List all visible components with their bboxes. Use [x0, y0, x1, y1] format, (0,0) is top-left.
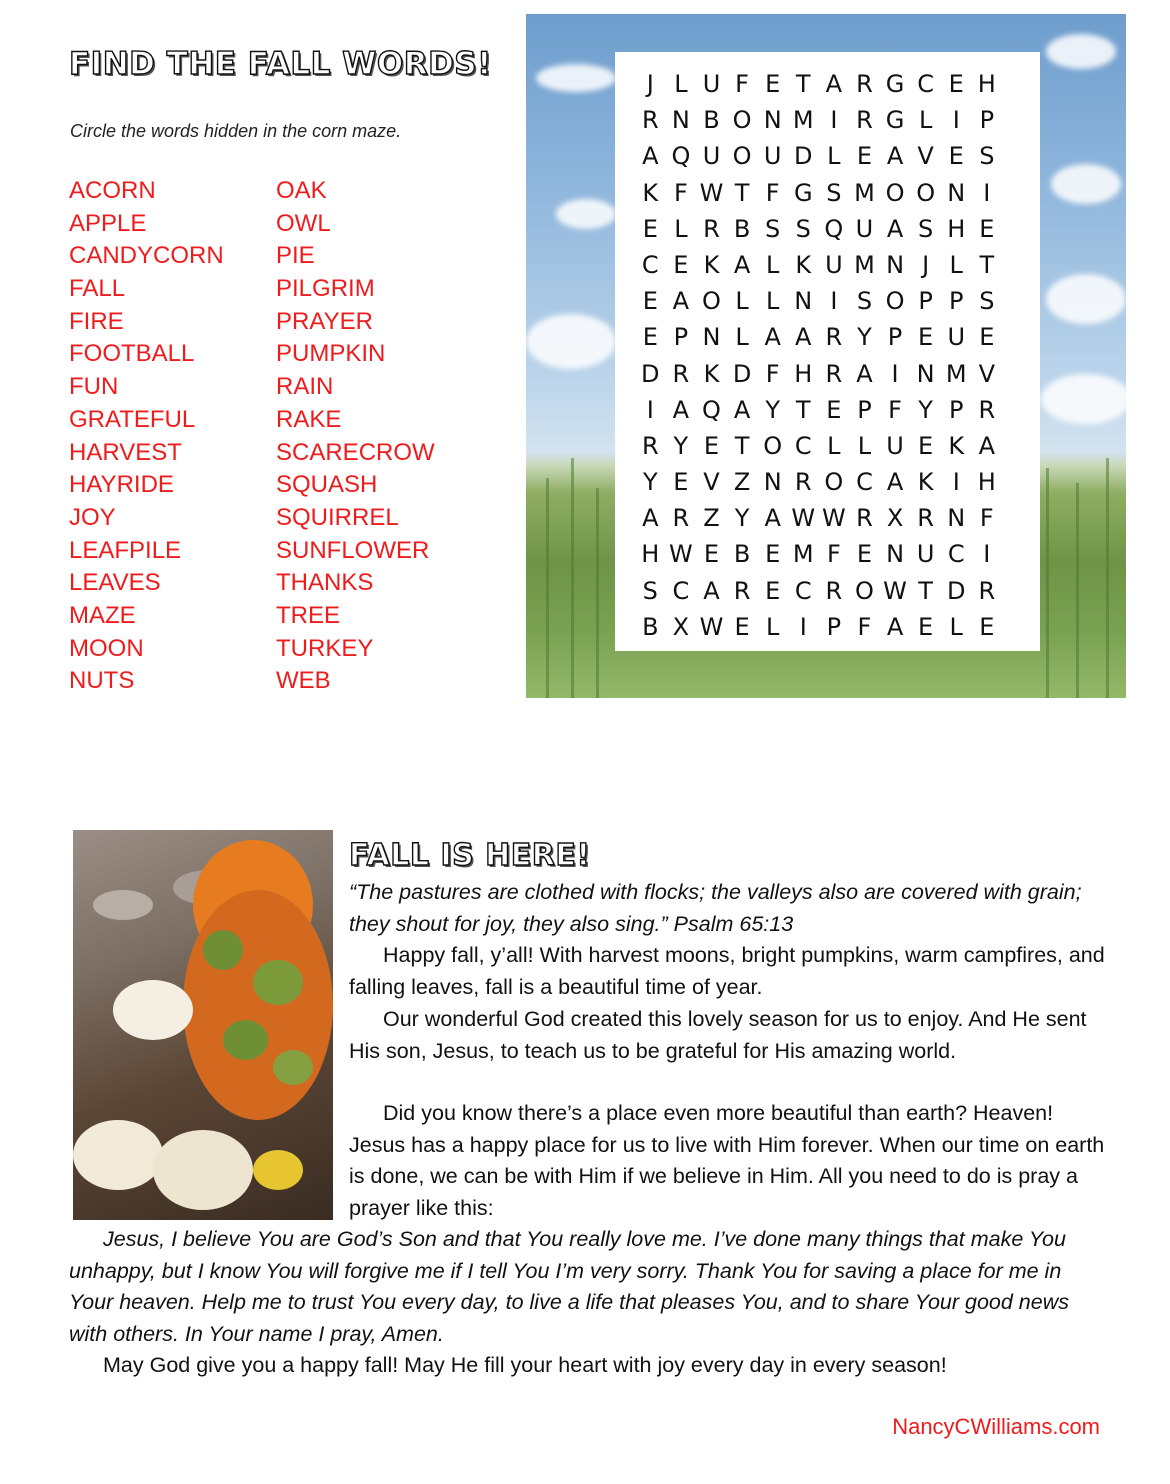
grid-letter[interactable]: P [918, 287, 933, 316]
grid-letter[interactable]: D [732, 359, 752, 388]
grid-row [635, 356, 1002, 392]
grid-row [635, 536, 1002, 572]
grid-letter[interactable]: R [978, 576, 996, 605]
grid-letter[interactable]: L [827, 142, 841, 171]
grid-letter[interactable]: A [642, 142, 659, 171]
grid-letter[interactable]: Q [702, 395, 721, 424]
grid-letter[interactable]: T [918, 576, 933, 605]
grid-letter[interactable]: R [733, 576, 751, 605]
grid-letter[interactable]: F [735, 70, 749, 98]
grid-letter[interactable]: P [857, 395, 872, 424]
grid-letter[interactable]: C [794, 576, 812, 605]
grid-letter[interactable]: P [948, 395, 964, 424]
grid-letter[interactable]: E [673, 468, 689, 497]
grid-letter[interactable]: I [983, 540, 991, 569]
word-list-item: CANDYCORN [69, 242, 224, 270]
grid-letter[interactable]: K [642, 178, 659, 207]
grid-letter[interactable]: N [702, 323, 721, 352]
grid-letter[interactable]: O [855, 576, 874, 605]
grid-letter[interactable]: W [791, 504, 816, 533]
grid-row [635, 138, 1002, 174]
grid-letter[interactable]: N [671, 106, 690, 135]
grid-letter[interactable]: O [885, 287, 905, 316]
grid-letter[interactable]: R [641, 106, 659, 135]
grid-letter[interactable]: S [979, 142, 995, 171]
grid-letter[interactable]: J [922, 250, 930, 279]
article-paragraph: Our wonderful God created this lovely season for us to enjoy. And He sent His son, Jesus, to teach us to be grateful for His amazing world. [349, 1007, 1087, 1063]
grid-letter[interactable]: S [795, 214, 811, 243]
word-list-item: NUTS [69, 667, 135, 695]
grid-letter[interactable]: A [978, 431, 996, 460]
grid-letter[interactable]: W [699, 612, 724, 641]
grid-letter[interactable]: E [642, 214, 658, 243]
grid-letter[interactable]: L [674, 70, 688, 98]
grid-letter[interactable]: O [824, 468, 844, 497]
grid-letter[interactable]: H [794, 359, 813, 388]
word-list-item: OAK [276, 177, 327, 204]
grid-letter[interactable]: A [672, 287, 690, 316]
grid-letter[interactable]: J [646, 70, 654, 98]
puzzle-instructions: Circle the words hidden in the corn maze. [70, 121, 402, 141]
grid-letter[interactable]: E [918, 323, 934, 352]
grid-letter[interactable]: A [764, 504, 781, 533]
grid-letter[interactable]: U [916, 540, 935, 569]
grid-letter[interactable]: S [642, 576, 658, 605]
grid-letter[interactable]: E [673, 250, 689, 279]
grid-letter[interactable]: Z [703, 504, 720, 533]
grid-letter[interactable]: F [765, 359, 780, 388]
word-list-item: TREE [276, 601, 341, 629]
word-list-item: RAKE [276, 405, 342, 433]
grid-letter[interactable]: N [886, 250, 905, 279]
grid-letter[interactable]: D [946, 576, 966, 605]
grid-letter[interactable]: N [947, 504, 966, 533]
grid-letter[interactable]: Y [642, 468, 658, 497]
article-paragraph: Happy fall, y’all! With harvest moons, bright pumpkins, warm campfires, and falling leaves, fall is a beautiful time of year. [349, 943, 1105, 999]
word-list-item: WEB [276, 667, 331, 695]
grid-letter[interactable]: C [794, 431, 812, 460]
article-title: FALL IS HERE! [349, 838, 591, 873]
psalm-quote: “The pastures are clothed with flocks; the valleys also are covered with grain; they shout for joy, they also sing.” Psalm 65:13 [349, 880, 1082, 936]
grid-letter[interactable]: I [983, 178, 991, 207]
grid-letter[interactable]: K [703, 250, 720, 279]
article-paragraph: Did you know there’s a place even more beautiful than earth? Heaven! Jesus has a happy place for us to live with Him forever. When our time on earth is done, we can be with Him if we believe in Him. All you need to do is pray a prayer like this: [349, 1101, 1105, 1220]
grid-letter[interactable]: H [977, 468, 996, 497]
grid-letter[interactable]: U [702, 142, 721, 171]
grid-letter[interactable]: M [792, 540, 814, 569]
word-list-item: THANKS [276, 569, 374, 597]
grid-letter[interactable]: E [703, 431, 720, 460]
grid-letter[interactable]: G [793, 178, 813, 207]
grid-letter[interactable]: R [856, 106, 873, 135]
word-list-item: LEAFPILE [69, 536, 182, 564]
grid-letter[interactable]: I [830, 287, 838, 316]
grid-letter[interactable]: W [821, 504, 846, 533]
grid-letter[interactable]: U [886, 431, 904, 460]
grid-letter[interactable]: L [735, 287, 749, 316]
grid-letter[interactable]: A [795, 323, 812, 352]
grid-letter[interactable]: N [916, 359, 935, 388]
grid-letter[interactable]: L [765, 287, 780, 316]
grid-letter[interactable]: O [763, 431, 783, 460]
grid-letter[interactable]: A [733, 395, 751, 424]
grid-letter[interactable]: C [672, 576, 690, 605]
grid-letter[interactable]: H [977, 70, 996, 98]
word-list-item: SUNFLOWER [276, 536, 430, 564]
grid-letter[interactable]: E [734, 612, 750, 641]
grid-letter[interactable]: L [765, 250, 780, 279]
word-list-item: MOON [69, 634, 144, 662]
grid-letter[interactable]: P [826, 612, 842, 641]
grid-letter[interactable]: F [979, 504, 994, 533]
grid-letter[interactable]: W [699, 178, 724, 207]
grid-letter[interactable]: R [703, 214, 720, 243]
grid-letter[interactable]: Y [857, 323, 872, 352]
grid-letter[interactable]: R [825, 359, 843, 388]
grid-letter[interactable]: N [886, 540, 905, 569]
grid-letter[interactable]: E [979, 214, 995, 243]
grid-letter[interactable]: R [978, 395, 996, 424]
grid-letter[interactable]: C [947, 540, 965, 569]
grid-letter[interactable]: N [763, 106, 782, 135]
grid-letter[interactable]: W [883, 576, 907, 605]
grid-letter[interactable]: A [856, 359, 873, 388]
grid-letter[interactable]: E [765, 540, 781, 569]
grid-letter[interactable]: G [885, 106, 905, 135]
grid-letter[interactable]: A [733, 250, 751, 279]
grid-letter[interactable]: E [979, 612, 995, 641]
grid-letter[interactable]: R [672, 504, 690, 533]
grid-letter[interactable]: V [978, 359, 996, 388]
word-list-item: PILGRIM [276, 275, 375, 303]
word-list-item: OWL [276, 209, 331, 237]
grid-letter[interactable]: Q [671, 142, 691, 171]
grid-letter[interactable]: E [703, 540, 720, 569]
word-list-item: PUMPKIN [276, 340, 386, 368]
word-list-item: FOOTBALL [69, 340, 195, 368]
grid-letter[interactable]: E [642, 287, 658, 316]
grid-letter[interactable]: A [672, 395, 690, 424]
word-list-item: HAYRIDE [69, 471, 174, 499]
grid-letter[interactable]: S [765, 214, 781, 243]
grid-letter[interactable]: D [641, 359, 660, 388]
grid-letter[interactable]: O [732, 106, 752, 135]
grid-letter[interactable]: P [887, 323, 903, 352]
grid-letter[interactable]: O [702, 287, 721, 316]
grid-letter[interactable]: U [763, 142, 782, 171]
word-list-item: FUN [69, 373, 119, 401]
grid-letter[interactable]: I [799, 612, 807, 641]
grid-letter[interactable]: G [885, 70, 905, 98]
grid-letter[interactable]: E [948, 142, 964, 171]
grid-letter[interactable]: N [947, 178, 966, 207]
grid-letter[interactable]: O [916, 178, 936, 207]
grid-row [635, 247, 1002, 283]
grid-letter[interactable]: E [856, 540, 873, 569]
grid-letter[interactable]: A [703, 576, 720, 605]
puzzle-title: FIND THE FALL WORDS! [69, 46, 492, 82]
word-list-item: SQUASH [276, 471, 378, 499]
grid-letter[interactable]: E [918, 431, 934, 460]
grid-row [635, 573, 1002, 609]
grid-letter[interactable]: E [765, 576, 781, 605]
grid-letter[interactable]: S [979, 287, 995, 316]
grid-letter[interactable]: L [674, 214, 688, 243]
grid-letter[interactable]: W [669, 540, 693, 569]
word-list-column-2 [276, 175, 435, 698]
grid-letter[interactable]: T [795, 395, 811, 424]
grid-letter[interactable]: T [734, 178, 750, 207]
grid-letter[interactable]: Y [734, 504, 750, 533]
grid-letter[interactable]: E [642, 323, 658, 352]
grid-letter[interactable]: I [891, 359, 899, 388]
word-list-item: PIE [276, 242, 315, 270]
grid-letter[interactable]: A [886, 612, 904, 641]
grid-letter[interactable]: A [886, 214, 904, 243]
grid-letter[interactable]: M [945, 359, 967, 388]
grid-letter[interactable]: R [672, 359, 690, 388]
grid-letter[interactable]: F [826, 540, 841, 569]
grid-row [635, 66, 1002, 102]
grid-letter[interactable]: R [856, 504, 873, 533]
grid-letter[interactable]: A [764, 323, 781, 352]
grid-letter[interactable]: N [763, 468, 782, 497]
grid-letter[interactable]: I [830, 106, 838, 135]
grid-letter[interactable]: U [825, 250, 843, 279]
grid-letter[interactable]: R [825, 576, 843, 605]
grid-letter[interactable]: R [794, 468, 812, 497]
word-list-item: GRATEFUL [69, 405, 196, 433]
grid-letter[interactable]: M [854, 250, 875, 279]
grid-row [635, 211, 1002, 247]
grid-letter[interactable]: U [855, 214, 874, 243]
word-list-item: FALL [69, 275, 126, 303]
grid-row [635, 428, 1002, 464]
word-search-grid [615, 52, 1040, 651]
grid-letter[interactable]: H [641, 540, 660, 569]
grid-letter[interactable]: L [765, 612, 780, 641]
grid-row [635, 319, 1002, 355]
grid-letter[interactable]: M [854, 178, 875, 207]
grid-letter[interactable]: C [641, 250, 659, 279]
grid-letter[interactable]: I [952, 468, 960, 497]
grid-letter[interactable]: L [949, 612, 963, 641]
grid-letter[interactable]: V [917, 142, 934, 171]
grid-letter[interactable]: I [646, 395, 654, 424]
grid-letter[interactable]: T [979, 250, 995, 279]
grid-letter[interactable]: X [672, 612, 690, 641]
grid-letter[interactable]: D [794, 142, 813, 171]
grid-letter[interactable]: C [917, 70, 935, 98]
grid-letter[interactable]: R [825, 323, 843, 352]
website-link[interactable]: NancyCWilliams.com [892, 1414, 1100, 1439]
grid-letter[interactable]: A [825, 70, 843, 98]
grid-letter[interactable]: E [918, 612, 934, 641]
grid-letter[interactable]: F [888, 395, 902, 424]
grid-letter[interactable]: Z [733, 468, 751, 497]
grid-letter[interactable]: R [641, 431, 659, 460]
word-list-item: LEAVES [69, 569, 161, 597]
grid-letter[interactable]: T [734, 431, 750, 460]
grid-letter[interactable]: S [856, 287, 873, 316]
grid-letter[interactable]: U [702, 70, 721, 98]
grid-letter[interactable]: N [794, 287, 813, 316]
grid-letter[interactable]: L [949, 250, 963, 279]
grid-letter[interactable]: K [703, 359, 720, 388]
grid-letter[interactable]: K [795, 250, 812, 279]
grid-row [635, 283, 1002, 319]
grid-letter[interactable]: P [979, 106, 995, 135]
grid-letter[interactable]: A [886, 142, 904, 171]
word-list-column-1 [69, 175, 224, 698]
word-list-item: HARVEST [69, 438, 182, 466]
word-list-item: FIRE [69, 307, 124, 335]
grid-letter[interactable]: E [765, 70, 781, 98]
grid-letter[interactable]: P [948, 287, 964, 316]
grid-letter[interactable]: K [917, 468, 934, 497]
grid-letter[interactable]: E [948, 70, 964, 98]
grid-letter[interactable]: E [826, 395, 842, 424]
prayer-paragraph: Jesus, I believe You are God’s Son and that You really love me. I’ve done many things that make You unhappy, but I know You will forgive me if I tell You I’m very sorry. Thank You for saving a place for me in Your heaven. Help me to trust You every day, to live a life that pleases You, and to share Your good news with others. In Your name I pray, Amen. [69, 1227, 1070, 1346]
grid-letter[interactable]: I [952, 106, 960, 135]
grid-row [635, 102, 1002, 138]
grid-letter[interactable]: L [918, 106, 933, 135]
grid-letter[interactable]: E [979, 323, 995, 352]
grid-letter[interactable]: S [826, 178, 842, 207]
grid-row [635, 609, 1002, 645]
word-list-item: ACORN [69, 177, 156, 204]
closing-paragraph: May God give you a happy fall! May He fill your heart with joy every day in every season! [103, 1353, 947, 1377]
grid-letter[interactable]: E [856, 142, 873, 171]
pumpkin-photo [73, 830, 333, 1220]
grid-letter[interactable]: Y [918, 395, 933, 424]
grid-letter[interactable]: C [856, 468, 873, 497]
grid-row [635, 500, 1002, 536]
word-list-item: SQUIRREL [276, 503, 399, 531]
grid-letter[interactable]: T [795, 70, 811, 98]
word-list-item: JOY [69, 503, 116, 531]
word-list-item: TURKEY [276, 634, 374, 662]
word-list-item: MAZE [69, 601, 136, 629]
grid-row [635, 392, 1002, 428]
word-list-item: PRAYER [276, 307, 373, 335]
grid-letter[interactable]: K [948, 431, 965, 460]
grid-letter[interactable]: Y [765, 395, 780, 424]
word-list-item: APPLE [69, 209, 147, 237]
grid-letter[interactable]: B [733, 214, 751, 243]
grid-letter[interactable]: Y [673, 431, 689, 460]
grid-row [635, 175, 1002, 211]
grid-letter[interactable]: B [642, 612, 659, 641]
grid-letter[interactable]: O [885, 178, 905, 207]
grid-letter[interactable]: L [827, 431, 841, 460]
grid-row [635, 464, 1002, 500]
grid-letter[interactable]: B [703, 106, 720, 135]
grid-letter[interactable]: R [856, 70, 873, 98]
grid-letter[interactable]: O [732, 142, 752, 171]
grid-letter[interactable]: R [917, 504, 934, 533]
grid-letter[interactable]: S [918, 214, 934, 243]
grid-letter[interactable]: F [857, 612, 872, 641]
grid-letter[interactable]: A [886, 468, 904, 497]
grid-letter[interactable]: Q [824, 214, 844, 243]
grid-letter[interactable]: L [735, 323, 749, 352]
grid-letter[interactable]: F [673, 178, 688, 207]
grid-letter[interactable]: H [947, 214, 966, 243]
word-list-item: SCARECROW [276, 438, 435, 466]
grid-letter[interactable]: M [792, 106, 814, 135]
grid-letter[interactable]: V [703, 468, 720, 497]
grid-letter[interactable]: L [857, 431, 872, 460]
grid-letter[interactable]: X [886, 504, 904, 533]
word-list-item: RAIN [276, 373, 334, 401]
grid-letter[interactable]: U [947, 323, 966, 352]
grid-letter[interactable]: F [765, 178, 780, 207]
grid-letter[interactable]: B [733, 540, 751, 569]
grid-letter[interactable]: A [642, 504, 659, 533]
grid-letter[interactable]: P [673, 323, 689, 352]
